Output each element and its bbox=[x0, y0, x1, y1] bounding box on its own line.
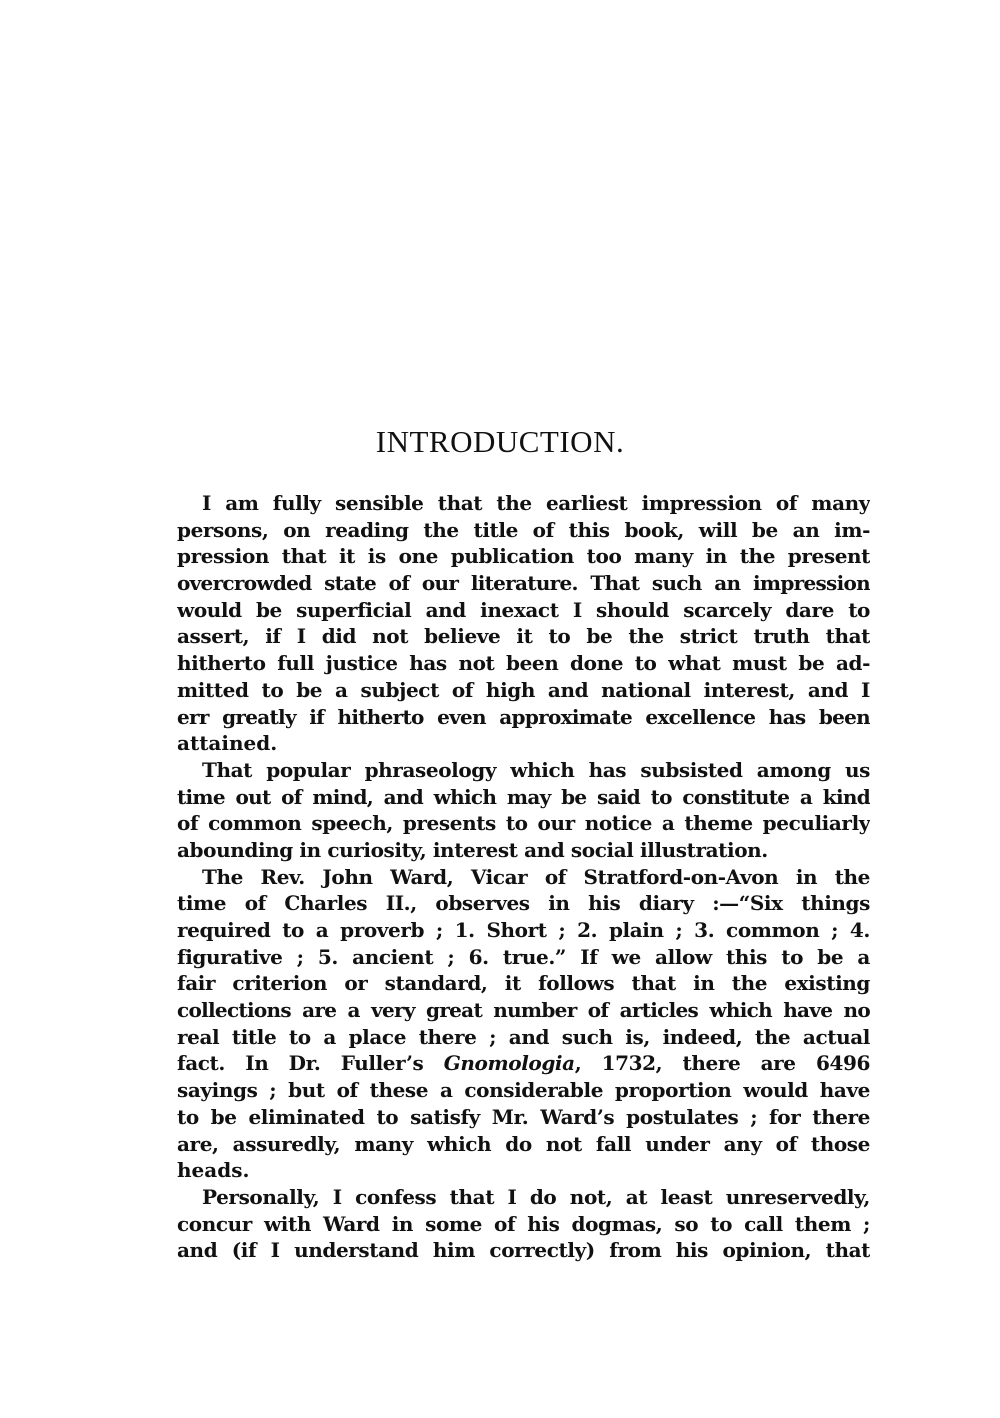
text-line: figurative ; 5. ancient ; 6. true.” If we allow this to be a bbox=[177, 944, 870, 969]
text-fragment: , 1732, there are 6496 bbox=[574, 1051, 870, 1076]
text-line: mitted to be a subject of high and national interest, and I bbox=[177, 677, 870, 702]
text-line: persons, on reading the title of this book, will be an im- bbox=[177, 517, 870, 542]
text-line: to be eliminated to satisfy Mr. Ward’s postulates ; for there bbox=[177, 1104, 870, 1129]
text-line: real title to a place there ; and such is, indeed, the actual bbox=[177, 1024, 870, 1049]
page-heading: INTRODUCTION. bbox=[375, 424, 625, 459]
text-line: fair criterion or standard, it follows that in the existing bbox=[177, 971, 870, 996]
text-line-with-italic bbox=[177, 1050, 870, 1077]
text-line: concur with Ward in some of his dogmas, so to call them ; bbox=[177, 1211, 870, 1236]
text-line: of common speech, presents to our notice a theme peculiarly bbox=[177, 811, 870, 836]
text-line: required to a proverb ; 1. Short ; 2. plain ; 3. common ; 4. bbox=[177, 918, 870, 942]
text-line: hitherto full justice has not been done to what must be ad- bbox=[177, 651, 870, 676]
text-line: are, assuredly, many which do not fall under any of those bbox=[177, 1131, 870, 1156]
text-line: heads. bbox=[177, 1158, 250, 1183]
book-title-italic: Gnomologia bbox=[443, 1051, 575, 1076]
text-line: time of Charles II., observes in his diary :—“Six things bbox=[177, 891, 870, 916]
text-line: err greatly if hitherto even approximate excellence has been bbox=[177, 704, 870, 729]
text-line: That popular phraseology which has subsisted among us bbox=[202, 757, 870, 782]
text-line: would be superficial and inexact I should scarcely dare to bbox=[177, 597, 870, 622]
text-line: and (if I understand him correctly) from his opinion, that bbox=[177, 1238, 870, 1263]
text-line: Personally, I confess that I do not, at least unreservedly, bbox=[202, 1184, 870, 1209]
text-line: abounding in curiosity, interest and social illustration. bbox=[177, 837, 768, 862]
text-line: collections are a very great number of articles which have no bbox=[177, 998, 870, 1023]
text-line: sayings ; but of these a considerable proportion would have bbox=[177, 1078, 870, 1103]
text-line: attained. bbox=[177, 731, 278, 756]
text-line: pression that it is one publication too many in the present bbox=[177, 544, 870, 569]
text-line: assert, if I did not believe it to be the strict truth that bbox=[177, 624, 870, 649]
text-line: The Rev. John Ward, Vicar of Stratford-on-Avon in the bbox=[202, 864, 870, 889]
text-fragment: fact. In Dr. Fuller’s bbox=[177, 1051, 444, 1076]
introduction-body bbox=[177, 490, 870, 1264]
text-line: overcrowded state of our literature. That such an impression bbox=[177, 571, 870, 596]
text-line: I am fully sensible that the earliest impression of many bbox=[202, 491, 870, 515]
text-line: time out of mind, and which may be said to constitute a kind bbox=[177, 784, 870, 809]
